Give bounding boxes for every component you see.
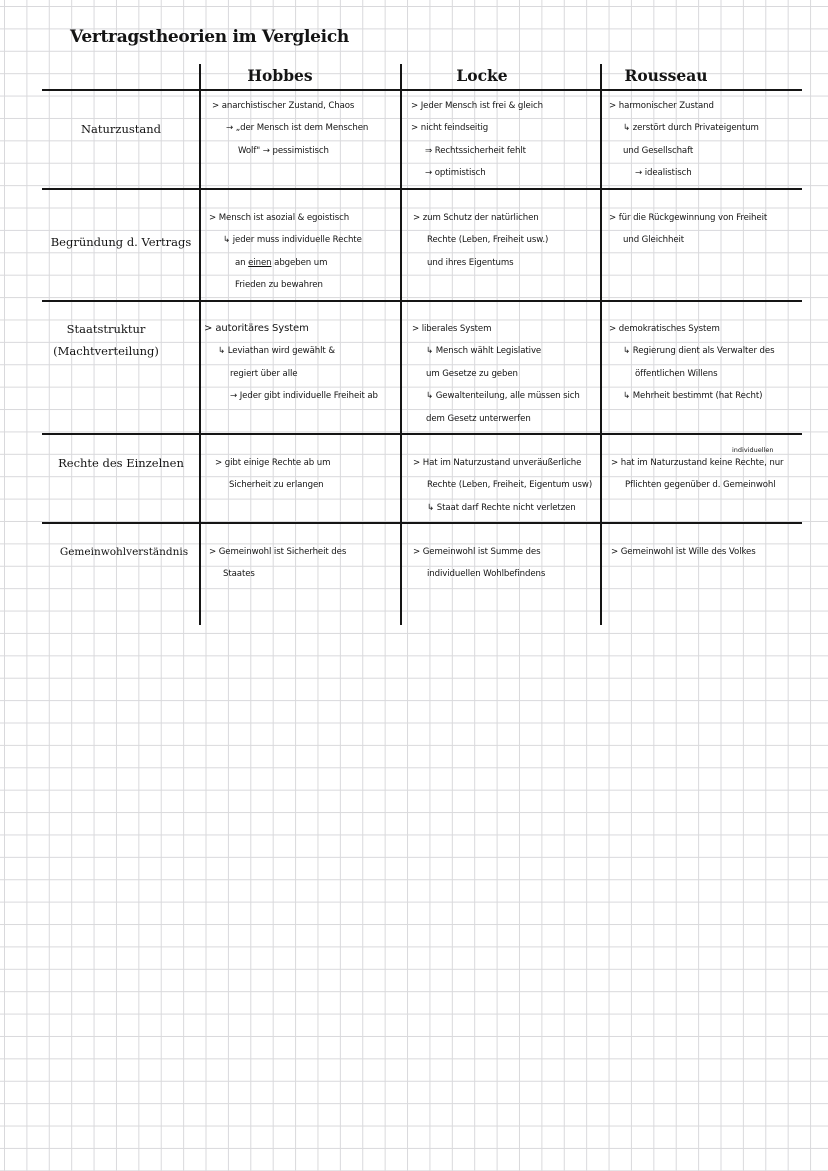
- column-heading-rousseau: Rousseau: [624, 66, 708, 85]
- row-divider-4: [42, 522, 802, 524]
- column-heading-hobbes: Hobbes: [247, 66, 313, 85]
- cell-rechte-rousseau: > hat im Naturzustand keine Rechte, nur Pflichten gegenüber d. Gemeinwohl: [611, 458, 784, 491]
- cell-begruendung-hobbes: > Mensch ist asozial & egoistisch ↳ jeder muss individuelle Rechte an einen abgeben um Frieden zu bewahren: [209, 213, 362, 291]
- cell-rechte-hobbes: > gibt einige Rechte ab um Sicherheit zu erlangen: [215, 458, 331, 491]
- row-label-staatstruktur: Staatstruktur (Machtverteilung): [53, 322, 159, 358]
- row-label-naturzustand: Naturzustand: [80, 122, 162, 136]
- cell-gemeinwohl-rousseau: > Gemeinwohl ist Wille des Volkes: [611, 547, 756, 557]
- cell-naturzustand-hobbes: > anarchistischer Zustand, Chaos → „der Mensch ist dem Menschen Wolf" → pessimistisch: [212, 101, 369, 156]
- cell-naturzustand-rousseau: > harmonischer Zustand ↳ zerstört durch Privateigentum und Gesellschaft → idealistisch: [609, 101, 759, 179]
- header-divider: [42, 89, 802, 91]
- column-divider-3: [600, 64, 602, 625]
- row-divider-2: [42, 300, 802, 302]
- row-label-begruendung: Begründung d. Vertrags: [50, 235, 192, 249]
- row-label-gemeinwohl: Gemeinwohlverständnis: [59, 546, 189, 558]
- cell-staatstruktur-locke: > liberales System ↳ Mensch wählt Legislative um Gesetze zu geben ↳ Gewaltenteilung, alle müssen sich dem Gesetz unterwerfen: [412, 324, 580, 424]
- column-heading-locke: Locke: [456, 66, 508, 85]
- row-divider-3: [42, 433, 802, 435]
- cell-rechte-locke: > Hat im Naturzustand unveräußerliche Rechte (Leben, Freiheit, Eigentum usw) ↳ Staat darf Rechte nicht verletzen: [413, 458, 593, 513]
- column-divider-2: [400, 64, 402, 625]
- row-label-rechte: Rechte des Einzelnen: [58, 456, 184, 470]
- underlined-einen-line: an einen abgeben um: [235, 257, 328, 268]
- cell-staatstruktur-rousseau: > demokratisches System ↳ Regierung dient als Verwalter des öffentlichen Willens ↳ Mehrheit bestimmt (hat Recht): [609, 324, 775, 402]
- cell-gemeinwohl-hobbes: > Gemeinwohl ist Sicherheit des Staates: [209, 547, 347, 580]
- cell-begruendung-locke: > zum Schutz der natürlichen Rechte (Leben, Freiheit usw.) und ihres Eigentums: [413, 213, 549, 268]
- cell-naturzustand-locke: > Jeder Mensch ist frei & gleich > nicht feindseitig ⇒ Rechtssicherheit fehlt → optimistisch: [411, 101, 543, 179]
- cell-gemeinwohl-locke: > Gemeinwohl ist Summe des individuellen Wohlbefindens: [413, 547, 546, 580]
- page-title: Vertragstheorien im Vergleich: [70, 27, 349, 47]
- row-divider-1: [42, 188, 802, 190]
- cell-begruendung-rousseau: > für die Rückgewinnung von Freiheit und Gleichheit: [609, 213, 768, 246]
- inserted-word-annotation: individuellen: [732, 446, 774, 454]
- cell-staatstruktur-hobbes: > autoritäres System ↳ Leviathan wird gewählt & regiert über alle → Jeder gibt individuelle Freiheit ab: [204, 323, 378, 402]
